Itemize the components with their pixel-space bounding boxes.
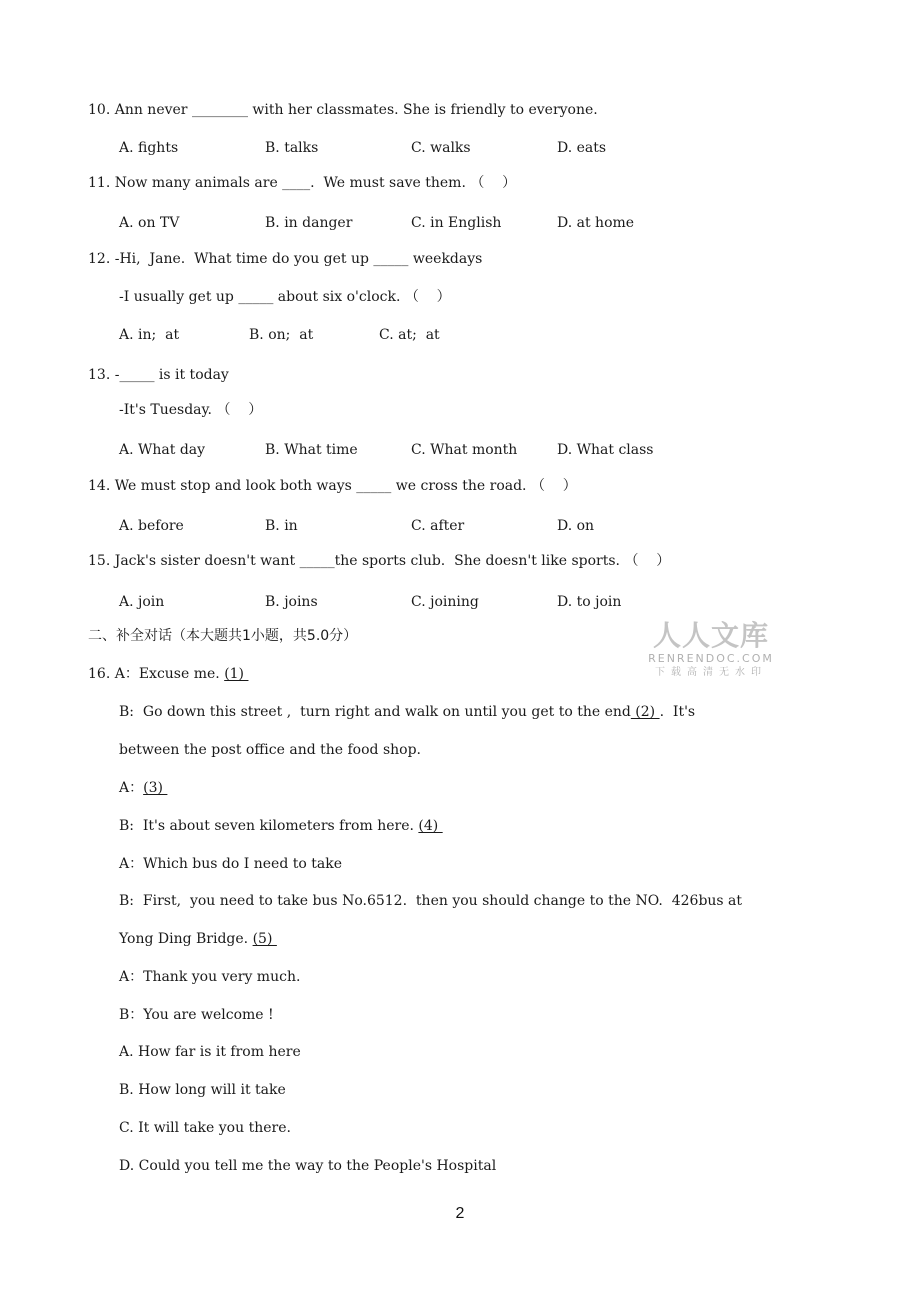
- blank-2: (2): [630, 704, 660, 720]
- question-10-option-a: A. fights: [119, 140, 179, 156]
- question-11-option-c: C. in English: [411, 215, 502, 231]
- question-13-line-2: -It's Tuesday. （ ）: [119, 402, 263, 418]
- blank-3: (3): [143, 780, 168, 796]
- question-15-stem: 15. Jack's sister doesn't want _____the sports club. She doesn't like sports. （ ）: [88, 553, 671, 569]
- question-14-option-d: D. on: [557, 518, 595, 534]
- blank-4: (4): [418, 818, 443, 834]
- question-12-option-c: C. at; at: [379, 327, 440, 343]
- question-15-option-b: B. joins: [265, 594, 318, 610]
- section-2-heading: 二、补全对话（本大题共1小题，共5.0分）: [88, 628, 358, 644]
- question-13-option-a: A. What day: [119, 442, 206, 458]
- question-14-option-a: A. before: [119, 518, 184, 534]
- question-14-option-b: B. in: [265, 518, 298, 534]
- question-12-line-1: 12. -Hi, Jane. What time do you get up _____ weekdays: [88, 251, 483, 267]
- question-11-option-d: D. at home: [557, 215, 635, 231]
- dialog-choice-b: B. How long will it take: [119, 1082, 286, 1098]
- dialog-line-3: between the post office and the food shop.: [119, 742, 421, 758]
- question-12-option-a: A. in; at: [119, 327, 180, 343]
- dialog-line-8: Yong Ding Bridge. (5): [119, 931, 277, 947]
- dialog-line-2: B: Go down this street , turn right and walk on until you get to the end (2) . It's: [119, 704, 696, 720]
- question-13-option-d: D. What class: [557, 442, 654, 458]
- question-13-option-b: B. What time: [265, 442, 358, 458]
- question-11-option-b: B. in danger: [265, 215, 353, 231]
- renrendoc-watermark: [646, 620, 776, 680]
- question-11-stem: 11. Now many animals are ____. We must save them. （ ）: [88, 175, 517, 191]
- dialog-choice-c: C. It will take you there.: [119, 1120, 291, 1136]
- question-10-stem: 10. Ann never ________ with her classmates. She is friendly to everyone.: [88, 102, 598, 118]
- page-number: 2: [455, 1205, 465, 1222]
- question-12-line-2: -I usually get up _____ about six o'clock. （ ）: [119, 289, 451, 305]
- dialog-choice-a: A. How far is it from here: [119, 1044, 301, 1060]
- question-14-stem: 14. We must stop and look both ways _____ we cross the road. （ ）: [88, 478, 577, 494]
- watermark-url: RENRENDOC.COM: [648, 652, 774, 665]
- question-10-option-b: B. talks: [265, 140, 319, 156]
- watermark-tagline: 下载高清无水印: [655, 667, 767, 678]
- question-13-option-c: C. What month: [411, 442, 518, 458]
- watermark-logo-text: 人人文库: [652, 619, 769, 652]
- question-14-option-c: C. after: [411, 518, 465, 534]
- question-15-option-d: D. to join: [557, 594, 622, 610]
- dialog-line-4: A：(3): [119, 780, 168, 796]
- question-10-option-d: D. eats: [557, 140, 607, 156]
- dialog-line-5: B: It's about seven kilometers from here. (4): [119, 818, 443, 834]
- dialog-line-7: B: First, you need to take bus No.6512. then you should change to the NO. 426bus at: [119, 893, 743, 909]
- question-15-option-a: A. join: [119, 594, 165, 610]
- dialog-line-10: B：You are welcome !: [119, 1007, 274, 1023]
- blank-1: (1): [224, 666, 249, 682]
- dialog-line-9: A：Thank you very much.: [119, 969, 301, 985]
- question-10-option-c: C. walks: [411, 140, 471, 156]
- dialog-choice-d: D. Could you tell me the way to the People's Hospital: [119, 1158, 497, 1174]
- question-13-line-1: 13. -_____ is it today: [88, 367, 229, 383]
- question-11-option-a: A. on TV: [119, 215, 180, 231]
- question-15-option-c: C. joining: [411, 594, 479, 610]
- dialog-line-1: 16. A：Excuse me. (1): [88, 666, 249, 682]
- blank-5: (5): [252, 931, 277, 947]
- question-12-option-b: B. on; at: [249, 327, 314, 343]
- dialog-line-6: A：Which bus do I need to take: [119, 856, 342, 872]
